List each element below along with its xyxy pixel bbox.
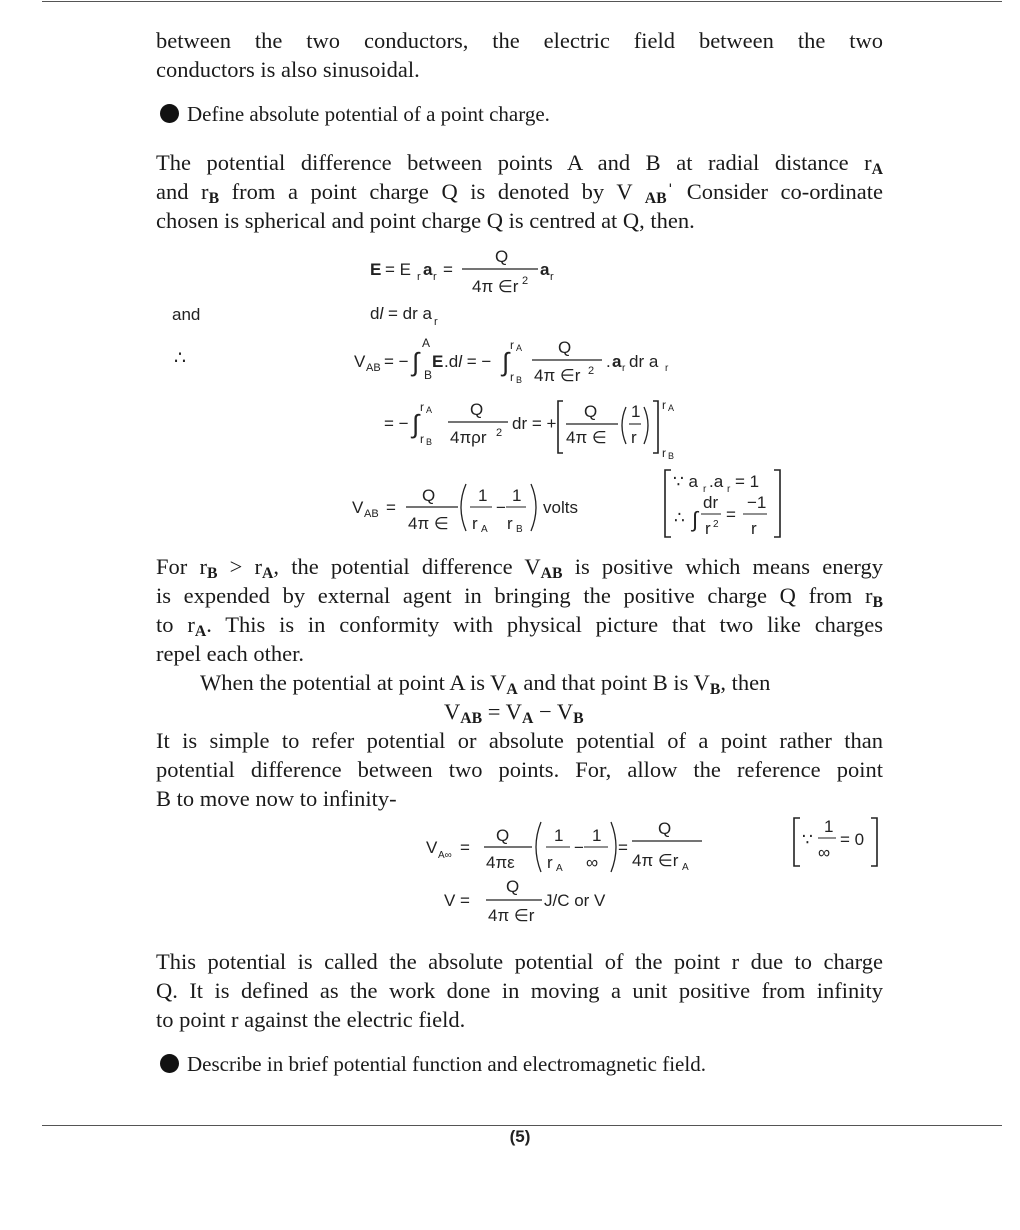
svg-text:r: r (705, 519, 711, 538)
svg-text:a: a (540, 260, 550, 279)
question-heading-1 (160, 101, 550, 127)
svg-text:a: a (423, 260, 433, 279)
svg-text:=: = (618, 838, 628, 857)
page-number: (5) (509, 1127, 531, 1146)
svg-text:r: r (550, 271, 554, 283)
svg-text:2: 2 (522, 275, 529, 287)
svg-text:∫: ∫ (412, 347, 420, 377)
svg-text:1: 1 (554, 826, 564, 845)
svg-text:r: r (433, 271, 437, 283)
svg-text:∞: ∞ (818, 843, 831, 862)
svg-text:V =: V = (444, 891, 470, 910)
footer-rule (42, 1125, 1002, 1126)
svg-text:Q: Q (470, 400, 484, 419)
svg-text:A: A (668, 403, 675, 413)
svg-text:= 1: = 1 (735, 472, 760, 491)
definition-line-1: The potential difference between points A and B at radial distance $r_A$ (156, 150, 883, 178)
definition-paragraph (156, 148, 883, 235)
svg-text:−: − (574, 838, 584, 857)
svg-text:r: r (420, 400, 424, 414)
svg-text:B: B (516, 375, 523, 385)
sign-line-3: to $r_A$. This is in conformity with physical picture that two like charges (156, 612, 883, 640)
svg-text:A: A (426, 405, 433, 415)
svg-text:dr = +: dr = + (512, 414, 557, 433)
svg-text:4π ∈r: 4π ∈r (534, 366, 581, 385)
vab-equation: $V_{AB} = V_A - V_B$ (444, 699, 584, 727)
svg-text:r: r (547, 853, 553, 872)
equation-volts-label: volts (543, 498, 578, 517)
equation-unit-label: J/C or V (544, 891, 606, 910)
svg-text:1: 1 (512, 486, 522, 505)
svg-text:1: 1 (592, 826, 602, 845)
top-rule (42, 1, 1002, 2)
sign-line-4: repel each other. (156, 641, 305, 666)
simple-line-3: B to move now to infinity- (156, 786, 397, 811)
svg-text:E: E (370, 260, 382, 279)
svg-text:E: E (432, 352, 444, 371)
svg-text:Q: Q (496, 826, 510, 845)
svg-text:∫: ∫ (502, 347, 510, 377)
svg-text:=: = (460, 838, 470, 857)
svg-text:.: . (606, 352, 611, 371)
svg-text:=: = (726, 505, 736, 524)
label-therefore: ∴ (174, 348, 187, 369)
svg-text:4π ∈r: 4π ∈r (632, 851, 679, 870)
svg-text:4πε: 4πε (486, 853, 515, 872)
svg-text:A: A (516, 343, 523, 353)
svg-text:4πρr: 4πρr (450, 428, 487, 447)
equation-block-2 (420, 808, 890, 933)
svg-text:1: 1 (824, 817, 834, 836)
sign-line-2: is expended by external agent in bringing the positive charge Q from $r_B$ (156, 583, 883, 611)
intro-line-1: between the two conductors, the electric field between the two (156, 28, 883, 53)
svg-text:2: 2 (496, 427, 503, 439)
svg-text:Q: Q (422, 486, 436, 505)
svg-text:Q: Q (658, 819, 672, 838)
svg-text:B: B (426, 437, 433, 447)
svg-text:A∞: A∞ (438, 850, 452, 861)
svg-text:V: V (352, 498, 364, 517)
simple-line-2: potential difference between two points. For, allow the reference point (156, 757, 883, 782)
question-1-text: Define absolute potential of a point charge. (187, 102, 550, 126)
absolute-potential-paragraph (156, 947, 883, 1034)
bullet-icon (160, 104, 179, 123)
svg-text:r: r (665, 363, 669, 374)
svg-text:= −: = − (384, 352, 409, 371)
svg-text:=: = (386, 498, 396, 517)
svg-text:= E: = E (385, 260, 411, 279)
definition-line-2: and $r_B$ from a point charge Q is denoted by V $_{AB}$ˈ Consider co-ordinate (156, 179, 883, 207)
svg-text:.dl = −: .dl = − (444, 352, 492, 371)
svg-text:= 0: = 0 (840, 830, 865, 849)
svg-text:r: r (510, 370, 514, 384)
svg-text:r: r (662, 398, 666, 412)
svg-text:r: r (417, 271, 421, 283)
sign-paragraph (156, 552, 883, 813)
svg-text:∞: ∞ (586, 853, 599, 872)
question-heading-2 (160, 1051, 706, 1077)
abs-line-1: This potential is called the absolute potential of the point r due to charge (156, 949, 883, 974)
svg-text:r: r (507, 514, 513, 533)
intro-paragraph (156, 26, 883, 84)
svg-text:A: A (682, 862, 689, 873)
svg-text:B: B (668, 451, 675, 461)
svg-text:r: r (631, 428, 637, 447)
svg-text:∴: ∴ (674, 508, 685, 527)
svg-text:A: A (422, 336, 431, 350)
svg-text:Q: Q (584, 402, 598, 421)
svg-text:a: a (612, 352, 622, 371)
svg-text:∫: ∫ (412, 409, 420, 439)
svg-text:AB: AB (364, 508, 379, 520)
svg-text:r: r (434, 316, 438, 328)
when-line: When the potential at point A is $V_A$ and that point B is $V_B$, then (200, 670, 771, 698)
svg-text:= −: = − (384, 414, 409, 433)
svg-text:A: A (556, 863, 563, 874)
equation-block-1 (340, 240, 800, 550)
svg-text:4π ∈: 4π ∈ (566, 428, 607, 447)
svg-text:AB: AB (366, 362, 381, 374)
svg-text:1: 1 (631, 402, 641, 421)
abs-line-2: Q. It is defined as the work done in moving a unit positive from infinity (156, 978, 883, 1003)
svg-text:r: r (622, 363, 626, 374)
svg-text:r: r (751, 519, 757, 538)
svg-text:dr a: dr a (629, 352, 659, 371)
svg-text:=: = (443, 260, 453, 279)
question-2-text: Describe in brief potential function and electromagnetic field. (187, 1052, 706, 1076)
bullet-icon (160, 1054, 179, 1073)
svg-text:1: 1 (478, 486, 488, 505)
svg-text:−1: −1 (747, 493, 767, 512)
svg-text:r: r (727, 484, 731, 495)
svg-text:∫: ∫ (692, 507, 699, 532)
svg-text:B: B (516, 524, 523, 535)
svg-text:Q: Q (506, 877, 520, 896)
svg-text:r: r (420, 432, 424, 446)
svg-text:r: r (703, 484, 707, 495)
svg-text:2: 2 (588, 365, 595, 377)
definition-line-3: chosen is spherical and point charge Q is centred at Q, then. (156, 208, 695, 233)
label-and: and (172, 305, 201, 324)
svg-text:4π ∈r: 4π ∈r (488, 906, 535, 925)
svg-text:V: V (426, 838, 438, 857)
svg-text:−: − (496, 498, 506, 517)
abs-line-3: to point r against the electric field. (156, 1007, 466, 1032)
svg-text:r: r (472, 514, 478, 533)
svg-text:r: r (662, 446, 666, 460)
svg-text:dl = dr a: dl = dr a (370, 304, 432, 323)
svg-text:dr: dr (703, 493, 719, 512)
intro-line-2: conductors is also sinusoidal. (156, 57, 420, 82)
simple-line-1: It is simple to refer potential or absolute potential of a point rather than (156, 728, 883, 753)
svg-text:∵ a: ∵ a (673, 472, 698, 491)
svg-text:4π ∈: 4π ∈ (408, 514, 449, 533)
svg-text:Q: Q (558, 338, 572, 357)
svg-text:r: r (510, 338, 514, 352)
svg-text:∵: ∵ (802, 830, 813, 849)
svg-text:A: A (481, 524, 488, 535)
svg-text:B: B (424, 368, 433, 382)
svg-text:2: 2 (713, 519, 719, 530)
svg-text:4π ∈r: 4π ∈r (472, 277, 519, 296)
svg-text:.a: .a (709, 472, 724, 491)
sign-line-1: For $r_B > r_A$, the potential difference $V_{AB}$ is positive which means energy (156, 554, 884, 582)
svg-text:Q: Q (495, 247, 509, 266)
svg-text:V: V (354, 352, 366, 371)
